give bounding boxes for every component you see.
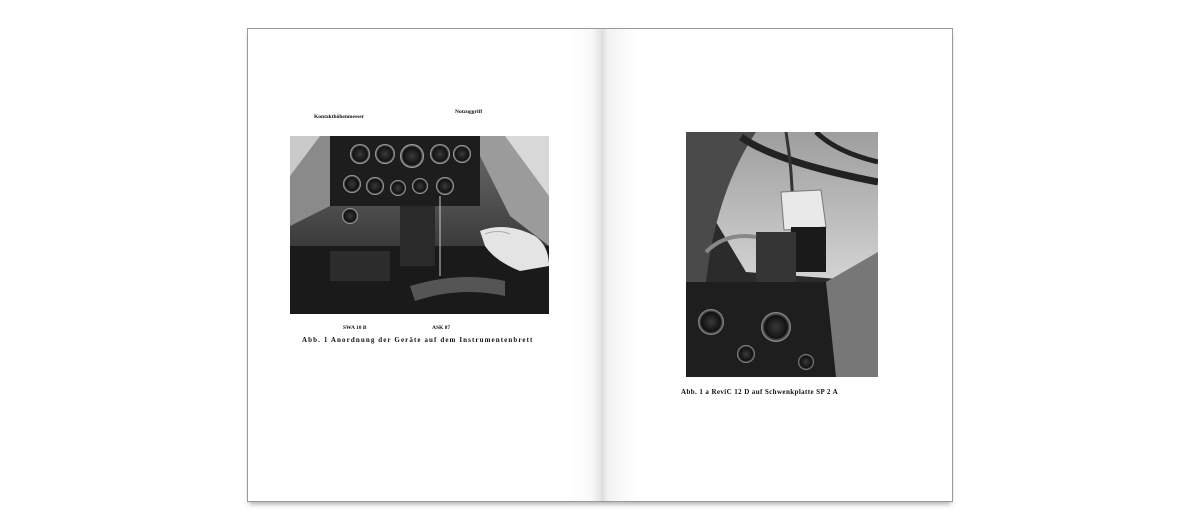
label-swa-10b: SWA 10 B — [343, 325, 367, 331]
figure-caption-1: Abb. 1 Anordnung der Geräte auf dem Instrumentenbrett — [302, 336, 534, 344]
right-page — [600, 29, 952, 501]
cockpit-instrument-panel-photo — [290, 136, 549, 314]
left-page — [248, 29, 600, 501]
label-contact-altimeter: Kontakthöhenmesser — [314, 114, 365, 120]
open-book-spread — [247, 28, 953, 502]
label-emergency-handle: Notzuggriff — [455, 109, 483, 115]
figure-caption-1a: Abb. 1 a ReviC 12 D auf Schwenkplatte SP 2 A — [681, 388, 839, 396]
gunsight-swivel-plate-photo — [686, 132, 878, 377]
label-ask-87: ASK 87 — [432, 325, 451, 331]
